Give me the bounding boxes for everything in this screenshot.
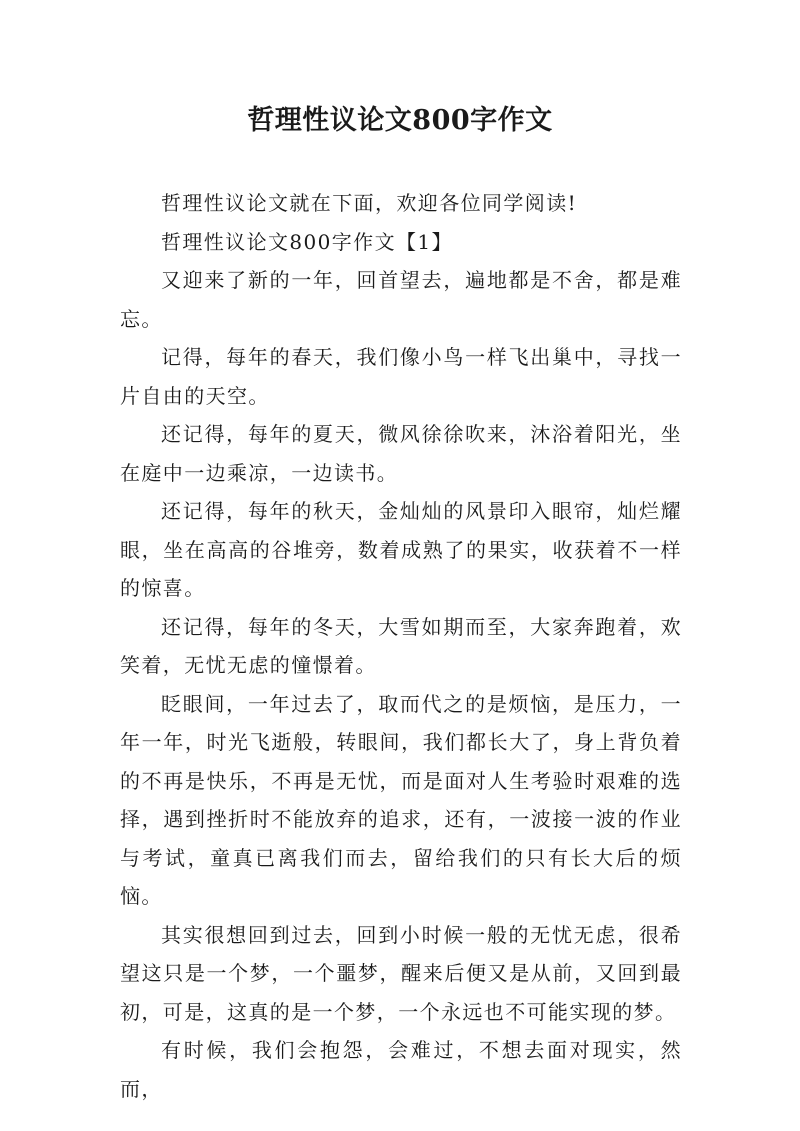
paragraph: 又迎来了新的一年，回首望去，遍地都是不舍，都是难忘。 bbox=[120, 268, 682, 331]
document-title: 哲理性议论文800字作文 bbox=[247, 105, 553, 136]
paragraph: 哲理性议论文800字作文【1】 bbox=[161, 229, 453, 254]
paragraph: 还记得，每年的冬天，大雪如期而至，大家奔跑着，欢笑着，无忧无虑的憧憬着。 bbox=[120, 614, 682, 677]
paragraph: 眨眼间，一年过去了，取而代之的是烦恼，是压力，一年一年，时光飞逝般，转眼间，我们都长大了，身上背负着的不再是快乐，不再是无忧，而是面对人生考验时艰难的选择，遇到挫折时不能放弃的追求，还有，一波接一波的作业与考试，童真已离我们而去，留给我们的只有长大后的烦恼。 bbox=[120, 691, 682, 908]
paragraph: 记得，每年的春天，我们像小鸟一样飞出巢中，寻找一片自由的天空。 bbox=[120, 345, 682, 408]
paragraph: 还记得，每年的秋天，金灿灿的风景印入眼帘，灿烂耀眼，坐在高高的谷堆旁，数着成熟了的果实，收获着不一样的惊喜。 bbox=[120, 499, 682, 600]
paragraph: 其实很想回到过去，回到小时候一般的无忧无虑，很希望这只是一个梦，一个噩梦，醒来后便又是从前，又回到最初，可是，这真的是一个梦，一个永远也不可能实现的梦。 bbox=[120, 922, 682, 1024]
paragraph: 有时候，我们会抱怨，会难过，不想去面对现实，然而， bbox=[120, 1038, 682, 1101]
document-body bbox=[120, 184, 682, 1108]
paragraph: 哲理性议论文就在下面，欢迎各位同学阅读! bbox=[161, 191, 578, 215]
paragraph: 还记得，每年的夏天，微风徐徐吹来，沐浴着阳光，坐在庭中一边乘凉，一边读书。 bbox=[120, 422, 682, 485]
